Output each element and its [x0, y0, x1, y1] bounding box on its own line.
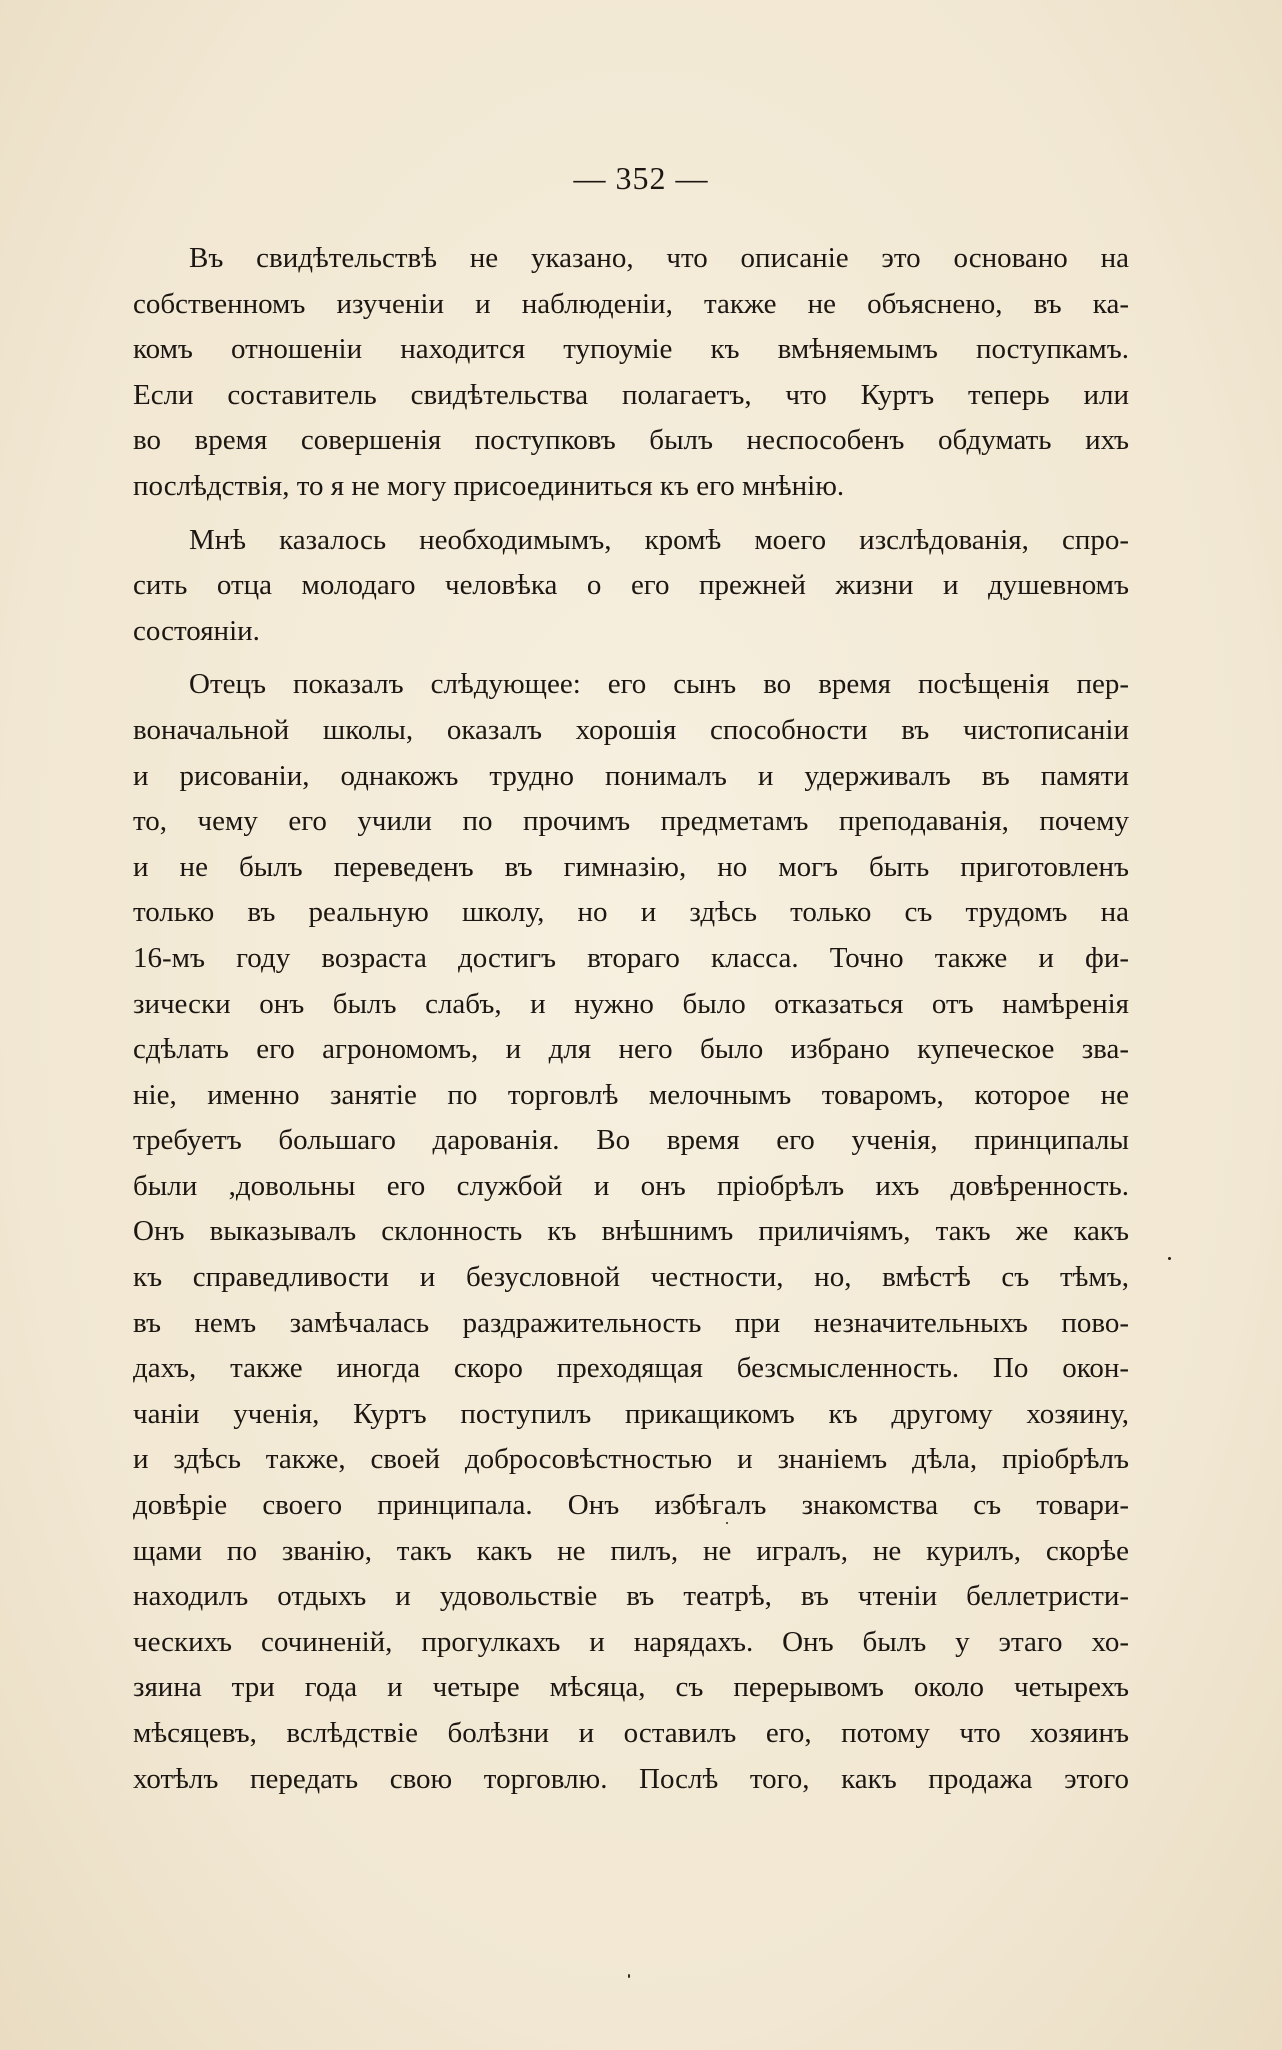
text-line: чаніи ученія, Куртъ поступилъ прикащикомъ къ другому хозяину,: [133, 1397, 1129, 1430]
print-speck: [1168, 1257, 1171, 1260]
text-line: въ немъ замѣчалась раздражительность при незначительныхъ пово-: [133, 1306, 1129, 1339]
text-line: были ,довольны его службой и онъ пріобрѣлъ ихъ довѣренность.: [133, 1169, 1129, 1202]
text-line: то, чему его учили по прочимъ предметамъ преподаванія, почему: [133, 805, 1129, 838]
text-line: Онъ выказывалъ склонность къ внѣшнимъ приличіямъ, такъ же какъ: [133, 1215, 1129, 1248]
text-line: во время совершенія поступковъ былъ неспособенъ обдумать ихъ: [133, 424, 1129, 457]
paragraph: [133, 662, 1129, 1802]
text-line: ніе, именно занятіе по торговлѣ мелочнымъ товаромъ, которое не: [133, 1078, 1129, 1111]
text-line: Въ свидѣтельствѣ не указано, что описаніе это основано на: [189, 242, 1129, 274]
text-line: комъ отношеніи находится тупоуміе къ вмѣняемымъ поступкамъ.: [133, 333, 1129, 366]
text-line: 16-мъ году возраста достигъ втораго класса. Точно также и фи-: [133, 941, 1129, 974]
paragraph-gap: [133, 510, 1129, 518]
paragraph-list: [133, 236, 1129, 1802]
text-line: мѣсяцевъ, вслѣдствіе болѣзни и оставилъ его, потому что хозяинъ: [133, 1717, 1129, 1749]
text-line: Отецъ показалъ слѣдующее: его сынъ во время посѣщенія пер-: [189, 668, 1129, 701]
text-line: состояніи.: [133, 614, 260, 647]
text-line: и здѣсь также, своей добросовѣстностью и знаніемъ дѣла, пріобрѣлъ: [133, 1443, 1129, 1476]
text-line: сдѣлать его агрономомъ, и для него было избрано купеческое зва-: [133, 1033, 1129, 1066]
text-line: воначальной школы, оказалъ хорошія способности въ чистописаніи: [133, 713, 1129, 746]
text-line: зически онъ былъ слабъ, и нужно было отказаться отъ намѣренія: [133, 987, 1129, 1020]
text-line: находилъ отдыхъ и удовольствіе въ театрѣ, въ чтеніи беллетристи-: [133, 1580, 1129, 1613]
text-line: щами по званію, такъ какъ не пилъ, не игралъ, не курилъ, скорѣе: [133, 1534, 1129, 1567]
text-line: только въ реальную школу, но и здѣсь только съ трудомъ на: [133, 896, 1129, 929]
text-line: послѣдствія, то я не могу присоединиться къ его мнѣнію.: [133, 469, 845, 502]
text-line: Мнѣ казалось необходимымъ, кромѣ моего изслѣдованія, спро-: [189, 523, 1129, 556]
text-line: собственномъ изученіи и наблюденіи, также не объяснено, въ ка-: [133, 287, 1129, 320]
text-line: и рисованіи, однакожъ трудно понималъ и удерживалъ въ памяти: [133, 759, 1129, 792]
text-line: къ справедливости и безусловной честности, но, вмѣстѣ съ тѣмъ,: [133, 1261, 1129, 1294]
text-line: дахъ, также иногда скоро преходящая безсмысленность. По окон-: [133, 1352, 1129, 1385]
text-line: требуетъ большаго дарованія. Во время его ученія, принципалы: [133, 1124, 1129, 1157]
body-text: [133, 236, 1129, 1802]
text-line: зяина три года и четыре мѣсяца, съ перерывомъ около четырехъ: [133, 1671, 1129, 1704]
text-line: Если составитель свидѣтельства полагаетъ, что Куртъ теперь или: [133, 378, 1129, 411]
paragraph: [133, 236, 1129, 510]
text-line: довѣріе своего принципала. Онъ избѣгалъ знакомства съ товари-: [133, 1489, 1129, 1522]
text-line: ческихъ сочиненій, прогулкахъ и нарядахъ. Онъ былъ у этаго хо-: [133, 1625, 1129, 1658]
text-line: и не былъ переведенъ въ гимназію, но могъ быть приготовленъ: [133, 850, 1129, 883]
page-number: — 352 —: [573, 160, 709, 196]
paragraph-gap: [133, 654, 1129, 662]
text-line: хотѣлъ передать свою торговлю. Послѣ того, какъ продажа этого: [133, 1762, 1129, 1795]
text-line: сить отца молодаго человѣка о его прежней жизни и душевномъ: [133, 569, 1129, 602]
print-speck: [726, 1522, 728, 1524]
print-speck: [628, 1974, 630, 1978]
paragraph: [133, 518, 1129, 655]
